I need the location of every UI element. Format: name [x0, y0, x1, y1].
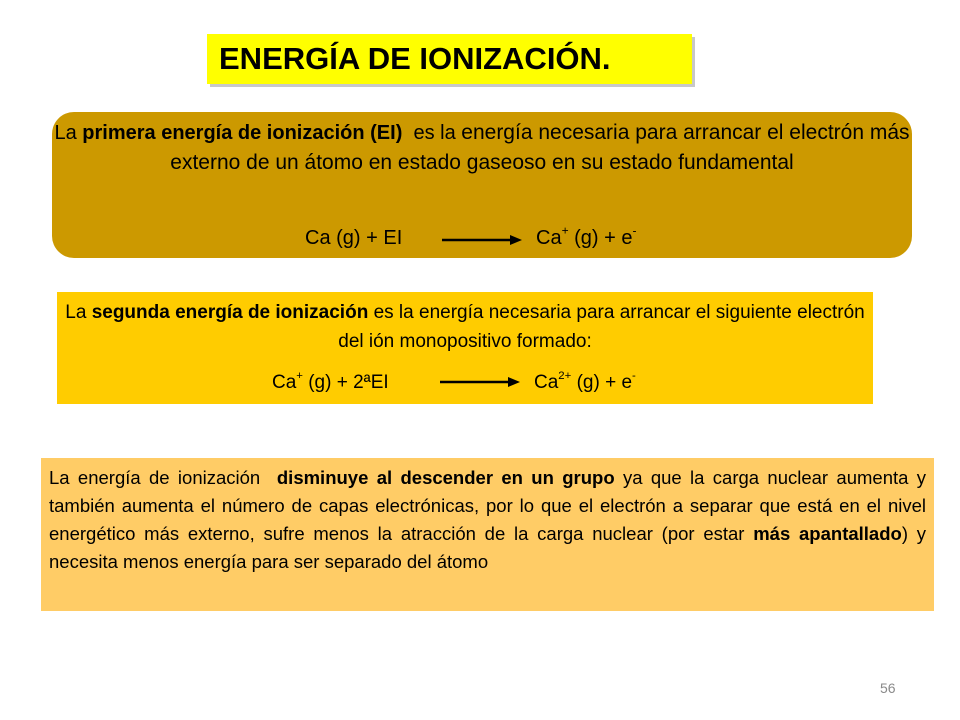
trend-bold-1: disminuye al descender en un grupo — [276, 467, 615, 488]
first-eq-products: (g) + e — [568, 227, 633, 249]
second-equation-right — [534, 369, 636, 394]
first-equation-right — [536, 223, 637, 250]
second-def-la: La — [65, 302, 92, 323]
first-def-term: primera energía de ionización (EI) — [82, 122, 403, 144]
second-equation-left — [272, 369, 389, 394]
second-ionization-box — [57, 292, 873, 404]
first-ionization-definition — [52, 118, 912, 178]
first-equation-left: Ca (g) + EI — [305, 227, 403, 249]
reaction-arrow-icon — [442, 233, 522, 247]
group-trend-box — [41, 458, 934, 611]
second-def-rest: es la energía necesaria para arrancar el siguiente electrón del ión monopositivo formado: — [338, 302, 865, 352]
second-eq-reactants: (g) + 2ªEI — [302, 372, 389, 393]
second-eq-ion-charge: + — [296, 369, 303, 382]
trend-text-2: ya que la carga nuclear aumenta y también aumenta el número de capas electrónicas, por lo que el electrón a separar que está en el nivel energético más externo, sufre menos la atracción de la carga nuclear (por estar — [49, 467, 927, 544]
trend-text-1: La energía de ionización — [49, 467, 277, 488]
reaction-arrow-icon — [440, 375, 520, 389]
page-number: 56 — [880, 680, 896, 696]
slide-title: ENERGÍA DE IONIZACIÓN. — [219, 41, 611, 76]
second-eq-product-ion: Ca — [534, 372, 559, 393]
second-eq-electron-charge: - — [632, 369, 636, 382]
second-def-term: segunda energía de ionización — [91, 302, 369, 323]
group-trend-paragraph — [49, 464, 926, 576]
first-eq-ion: Ca — [536, 227, 562, 249]
first-def-es: es la — [402, 122, 462, 144]
trend-text-3: ) y necesita menos energía para ser separado del átomo — [49, 523, 926, 572]
trend-bold-2: más apantallado — [753, 523, 902, 544]
first-def-rest: energía necesaria para arrancar el electrón más externo de un átomo en estado gaseoso en su estado fundamental — [170, 121, 910, 174]
second-eq-product-charge: 2+ — [558, 369, 572, 382]
second-eq-products: (g) + e — [571, 372, 633, 393]
first-def-la: La — [54, 122, 83, 144]
second-ionization-definition — [57, 298, 873, 356]
first-ionization-box — [52, 112, 912, 258]
title-box — [207, 34, 692, 84]
first-eq-electron-charge: - — [632, 223, 637, 238]
first-eq-ion-charge: + — [561, 223, 569, 238]
second-eq-ion: Ca — [272, 372, 297, 393]
